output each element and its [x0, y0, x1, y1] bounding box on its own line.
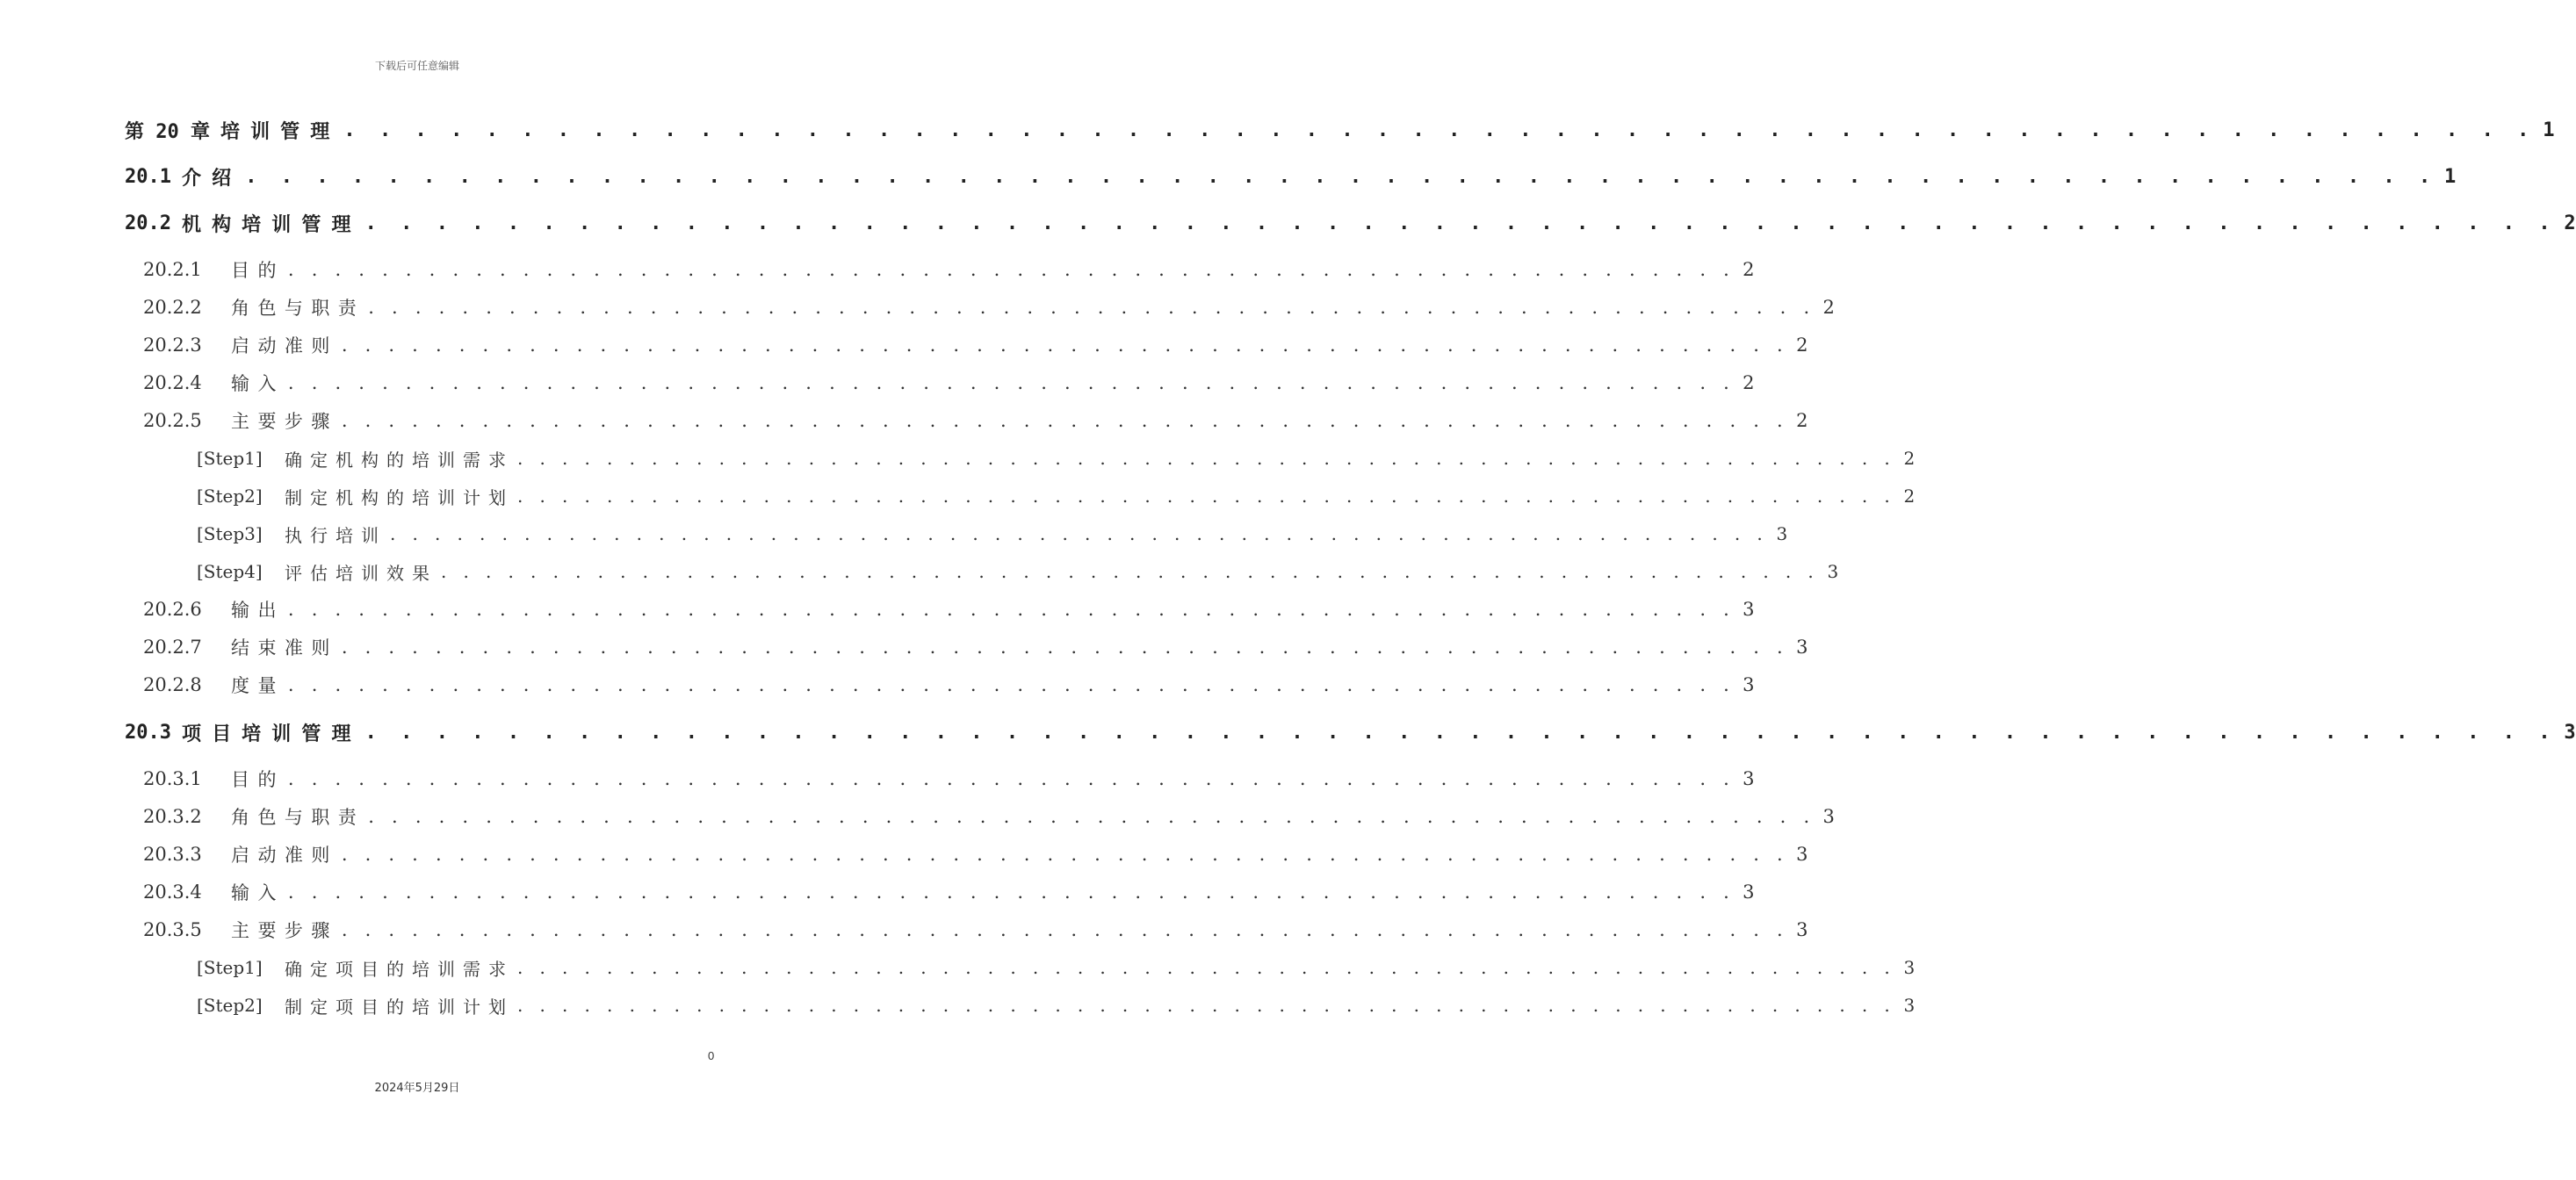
toc-entry-title: 主要步骤	[231, 411, 338, 432]
header-note: 下载后可任意编辑	[374, 60, 459, 72]
toc-entry-page: 3	[1743, 674, 1755, 695]
toc-entry-number: 第 20 章	[125, 120, 210, 143]
toc-entry-title: 输入	[231, 373, 285, 394]
toc-entry-title: 输出	[231, 600, 285, 621]
toc-entry-page: 3	[1743, 881, 1755, 903]
toc-dot-leader: . . . . . . . . . . . . . . . . . . . . . . . . . . . . . . . . . . . . . . . . . . . . . . . . . . . . . . . . . . . . . .	[364, 721, 2557, 744]
toc-entry[interactable]	[125, 159, 2457, 194]
toc-entry[interactable]	[143, 630, 1808, 665]
toc-dot-leader: . . . . . . . . . . . . . . . . . . . . . . . . . . . . . . . . . . . . . . . . . . . . . . . . . . . . . . . . . . . . . .	[287, 599, 1735, 620]
toc-dot-leader: . . . . . . . . . . . . . . . . . . . . . . . . . . . . . . . . . . . . . . . . . . . . . . . . . . . . . . . . . . . . . .	[390, 523, 1769, 544]
toc-entry-page: 3	[1827, 561, 1839, 582]
toc-entry-number: 20.3.1	[143, 768, 202, 789]
toc-entry[interactable]	[143, 327, 1808, 363]
toc-dot-leader: . . . . . . . . . . . . . . . . . . . . . . . . . . . . . . . . . . . . . . . . . . . . . . . . . . . . . . . . . . . . . .	[517, 957, 1896, 978]
toc-entry-title: 执行培训	[285, 524, 386, 546]
toc-entry-title: 目的	[231, 260, 285, 281]
toc-entry[interactable]	[143, 912, 1808, 947]
toc-dot-leader: . . . . . . . . . . . . . . . . . . . . . . . . . . . . . . . . . . . . . . . . . . . . . . . . . . . . . . . . . . . . . .	[341, 410, 1789, 431]
toc-entry-number: 20.3.4	[143, 881, 202, 903]
toc-dot-leader: . . . . . . . . . . . . . . . . . . . . . . . . . . . . . . . . . . . . . . . . . . . . . . . . . . . . . . . . . . . . . .	[368, 806, 1815, 827]
toc-entry-number: 20.1	[125, 165, 171, 188]
page-number: 0	[708, 1049, 715, 1062]
toc-dot-leader: . . . . . . . . . . . . . . . . . . . . . . . . . . . . . . . . . . . . . . . . . . . . . . . . . . . . . . . . . . . . . .	[343, 119, 2536, 141]
toc-entry-page: 3	[2564, 721, 2576, 744]
footer-date: 2024年5月29日	[374, 1082, 460, 1095]
toc-dot-leader: . . . . . . . . . . . . . . . . . . . . . . . . . . . . . . . . . . . . . . . . . . . . . . . . . . . . . . . . . . . . . .	[517, 995, 1896, 1016]
toc-dot-leader: . . . . . . . . . . . . . . . . . . . . . . . . . . . . . . . . . . . . . . . . . . . . . . . . . . . . . . . . . . . . . .	[245, 165, 2437, 188]
toc-entry-page: 2	[2564, 212, 2576, 234]
toc-entry-title: 确定项目的培训需求	[285, 958, 514, 980]
toc-entry-page: 3	[1796, 637, 1808, 658]
toc-entry[interactable]	[143, 365, 1755, 400]
toc-entry-title: 评估培训效果	[285, 562, 437, 584]
toc-entry-number: [Step1]	[197, 957, 263, 978]
toc-entry-page: 1	[2543, 119, 2555, 141]
toc-entry[interactable]	[125, 112, 2555, 148]
toc-entry-title: 结束准则	[231, 637, 338, 658]
toc-entry-title: 确定机构的培训需求	[285, 449, 514, 471]
toc-entry-number: [Step2]	[197, 995, 263, 1016]
toc-dot-leader: . . . . . . . . . . . . . . . . . . . . . . . . . . . . . . . . . . . . . . . . . . . . . . . . . . . . . . . . . . . . . .	[368, 297, 1815, 318]
toc-entry-title: 主要步骤	[231, 920, 338, 941]
toc-entry[interactable]	[143, 874, 1755, 910]
toc-entry[interactable]	[197, 988, 1916, 1023]
toc-entry-number: [Step3]	[197, 523, 263, 544]
toc-entry-number: [Step2]	[197, 486, 263, 507]
toc-entry[interactable]	[143, 403, 1808, 438]
toc-dot-leader: . . . . . . . . . . . . . . . . . . . . . . . . . . . . . . . . . . . . . . . . . . . . . . . . . . . . . . . . . . . . . .	[364, 212, 2557, 234]
toc-entry-title: 制定项目的培训计划	[285, 996, 514, 1018]
toc-entry[interactable]	[197, 554, 1839, 589]
toc-entry-page: 2	[1743, 372, 1755, 393]
toc-entry[interactable]	[143, 592, 1755, 627]
toc-entry-page: 3	[1822, 806, 1835, 827]
toc-dot-leader: . . . . . . . . . . . . . . . . . . . . . . . . . . . . . . . . . . . . . . . . . . . . . . . . . . . . . . . . . . . . . .	[287, 372, 1735, 393]
toc-entry-title: 目的	[231, 769, 285, 790]
toc-entry[interactable]	[197, 516, 1788, 551]
toc-entry-page: 1	[2444, 165, 2457, 188]
toc-dot-leader: . . . . . . . . . . . . . . . . . . . . . . . . . . . . . . . . . . . . . . . . . . . . . . . . . . . . . . . . . . . . . .	[287, 259, 1735, 280]
toc-entry-page: 2	[1796, 335, 1808, 356]
toc-entry-number: [Step1]	[197, 448, 263, 469]
toc-entry-number: 20.2.2	[143, 297, 202, 318]
toc-entry-title: 培训管理	[220, 120, 341, 143]
toc-entry-number: 20.2	[125, 212, 171, 234]
toc-dot-leader: . . . . . . . . . . . . . . . . . . . . . . . . . . . . . . . . . . . . . . . . . . . . . . . . . . . . . . . . . . . . . .	[341, 637, 1789, 658]
toc-entry-page: 2	[1903, 486, 1916, 507]
toc-entry-title: 介绍	[181, 167, 242, 190]
toc-entry-number: 20.3	[125, 721, 171, 744]
toc-entry-page: 3	[1903, 957, 1916, 978]
toc-entry-number: 20.3.5	[143, 919, 202, 940]
toc-entry-number: 20.3.3	[143, 844, 202, 865]
toc-entry-title: 角色与职责	[231, 298, 365, 319]
toc-entry[interactable]	[143, 290, 1835, 325]
toc-entry-page: 3	[1796, 919, 1808, 940]
toc-dot-leader: . . . . . . . . . . . . . . . . . . . . . . . . . . . . . . . . . . . . . . . . . . . . . . . . . . . . . . . . . . . . . .	[341, 335, 1789, 356]
toc-entry-page: 2	[1796, 410, 1808, 431]
toc-entry[interactable]	[125, 715, 2576, 750]
toc-entry-number: 20.2.8	[143, 674, 202, 695]
toc-entry-page: 3	[1796, 844, 1808, 865]
toc-entry-page: 2	[1743, 259, 1755, 280]
toc-entry-page: 3	[1743, 768, 1755, 789]
toc-entry-title: 启动准则	[231, 845, 338, 866]
toc-dot-leader: . . . . . . . . . . . . . . . . . . . . . . . . . . . . . . . . . . . . . . . . . . . . . . . . . . . . . . . . . . . . . .	[441, 561, 1820, 582]
toc-entry-title: 启动准则	[231, 335, 338, 356]
toc-entry-page: 3	[1743, 599, 1755, 620]
toc-entry-number: 20.2.5	[143, 410, 202, 431]
toc-entry-number: 20.2.1	[143, 259, 202, 280]
toc-entry[interactable]	[125, 205, 2576, 241]
toc-entry-number: [Step4]	[197, 561, 263, 582]
toc-entry-page: 2	[1822, 297, 1835, 318]
toc-entry[interactable]	[143, 837, 1808, 872]
toc-entry-number: 20.2.3	[143, 335, 202, 356]
toc-entry-title: 角色与职责	[231, 807, 365, 828]
toc-entry-title: 机构培训管理	[181, 213, 362, 236]
toc-entry[interactable]	[143, 252, 1755, 287]
toc-entry-page: 3	[1776, 523, 1788, 544]
toc-entry[interactable]	[143, 799, 1835, 834]
toc-entry[interactable]	[197, 478, 1916, 514]
toc-entry[interactable]	[197, 441, 1916, 476]
toc-entry-title: 项目培训管理	[181, 723, 362, 745]
toc-entry[interactable]	[143, 761, 1755, 796]
toc-entry-number: 20.2.6	[143, 599, 202, 620]
toc-dot-leader: . . . . . . . . . . . . . . . . . . . . . . . . . . . . . . . . . . . . . . . . . . . . . . . . . . . . . . . . . . . . . .	[287, 674, 1735, 695]
toc-dot-leader: . . . . . . . . . . . . . . . . . . . . . . . . . . . . . . . . . . . . . . . . . . . . . . . . . . . . . . . . . . . . . .	[517, 486, 1896, 507]
toc-entry-page: 2	[1903, 448, 1916, 469]
toc-entry-number: 20.2.4	[143, 372, 202, 393]
toc-dot-leader: . . . . . . . . . . . . . . . . . . . . . . . . . . . . . . . . . . . . . . . . . . . . . . . . . . . . . . . . . . . . . .	[287, 881, 1735, 903]
toc-dot-leader: . . . . . . . . . . . . . . . . . . . . . . . . . . . . . . . . . . . . . . . . . . . . . . . . . . . . . . . . . . . . . .	[287, 768, 1735, 789]
toc-entry-number: 20.2.7	[143, 637, 202, 658]
toc-entry-title: 制定机构的培训计划	[285, 486, 514, 508]
toc-entry-title: 度量	[231, 675, 285, 696]
toc-entry[interactable]	[143, 667, 1755, 702]
toc-entry[interactable]	[197, 950, 1916, 985]
toc-entry-title: 输入	[231, 882, 285, 903]
toc-dot-leader: . . . . . . . . . . . . . . . . . . . . . . . . . . . . . . . . . . . . . . . . . . . . . . . . . . . . . . . . . . . . . .	[341, 919, 1789, 940]
toc-dot-leader: . . . . . . . . . . . . . . . . . . . . . . . . . . . . . . . . . . . . . . . . . . . . . . . . . . . . . . . . . . . . . .	[517, 448, 1896, 469]
toc-dot-leader: . . . . . . . . . . . . . . . . . . . . . . . . . . . . . . . . . . . . . . . . . . . . . . . . . . . . . . . . . . . . . .	[341, 844, 1789, 865]
toc-entry-number: 20.3.2	[143, 806, 202, 827]
toc-entry-page: 3	[1903, 995, 1916, 1016]
